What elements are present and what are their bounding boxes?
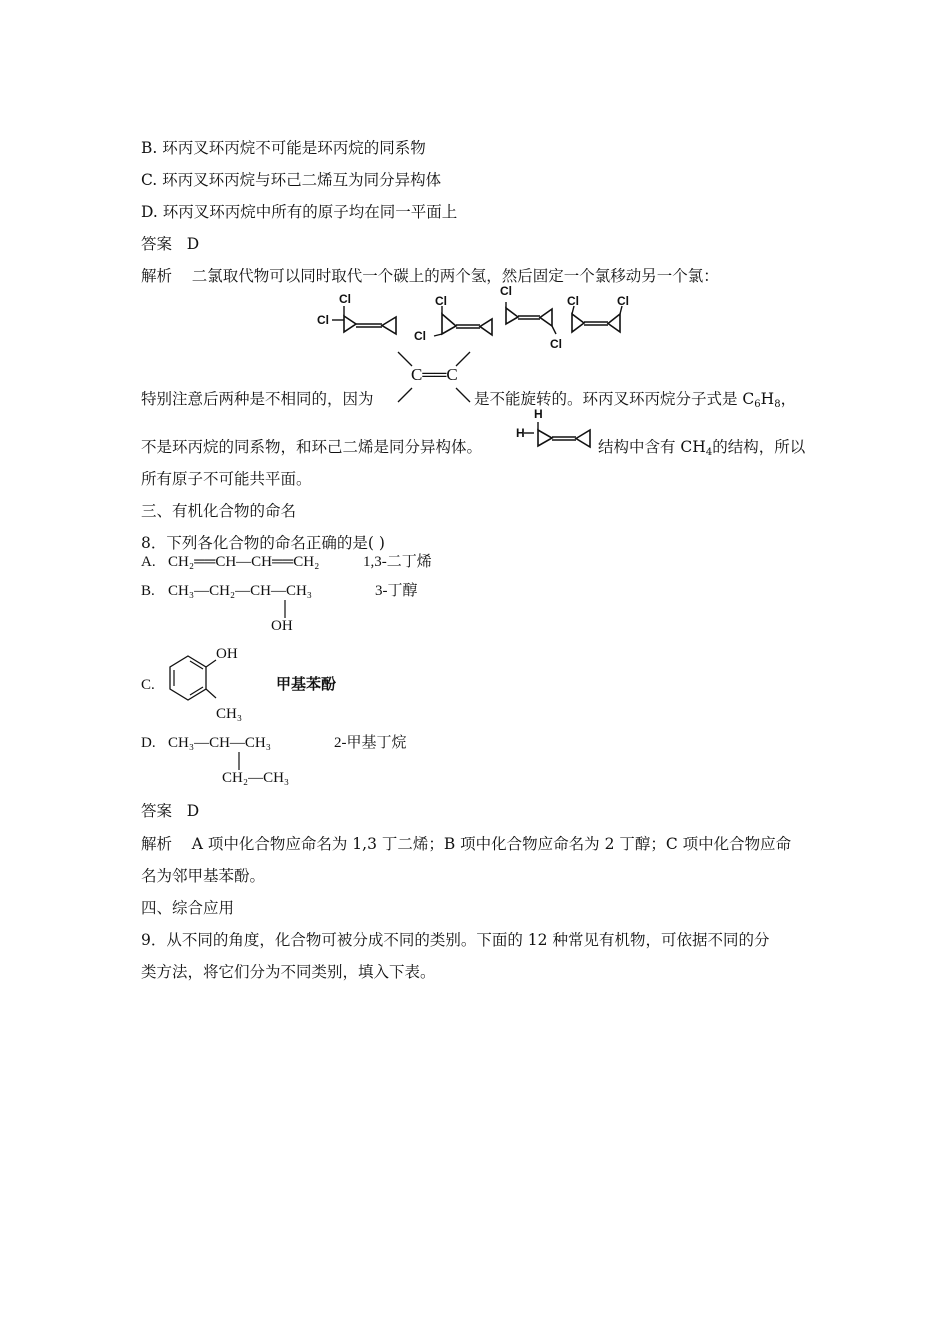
option-d-label: D. [141,735,156,751]
option-d: D. 环丙叉环丙烷中所有的原子均在同一平面上 [141,203,458,221]
analysis-text: 是不能旋转的。环丙叉环丙烷分子式是 C [474,390,755,408]
option-c-ch3: CH₃ [216,706,243,722]
analysis-text: 不是环丙烷的同系物，和环己二烯是同分异构体。 [141,438,483,456]
option-b-label: B. [141,583,155,599]
cl-label: Cl [317,313,329,327]
punct: ， [780,390,797,408]
option-b: B. 环丙叉环丙烷不可能是环丙烷的同系物 [141,139,426,157]
cl-label: Cl [339,292,351,306]
structure-1-diagram [318,292,408,342]
option-b-name: 3-丁醇 [375,583,418,599]
option-a-label: A. [141,554,156,570]
h-label: H [516,426,525,440]
analysis-line-1b [474,389,796,409]
option-a-formula: CH₂══CH—CH══CH₂ [168,554,320,570]
structure-2-diagram [420,292,510,342]
subscript: 8 [774,399,781,410]
option-b-formula: CH₃—CH₂—CH—CH₃ [168,583,313,599]
h-structure-diagram [516,407,596,450]
answer-value: D [186,802,200,820]
analysis-line-3: 所有原子不可能共平面。 [141,470,312,488]
answer-label: 答案 [141,235,173,253]
cc-double-bond-label: C══C [411,365,458,384]
subscript: 4 [705,447,713,458]
cl-label: Cl [550,337,562,351]
section-3-title: 三、有机化合物的命名 [141,502,297,520]
answer-row-q7 [141,234,199,254]
option-a-name: 1,3-二丁烯 [363,554,432,570]
answer-label: 答案 [141,802,173,820]
q8-analysis-line-1 [141,834,791,854]
answer-value: D [186,235,200,253]
question-9-line-2: 类方法，将它们分为不同类别，填入下表。 [141,963,436,981]
answer-row-q8 [141,801,199,821]
formula-h: H [760,390,775,408]
q8-analysis-line-2: 名为邻甲基苯酚。 [141,867,266,885]
option-b-oh: OH [271,618,293,634]
question-8-stem: 8．下列各化合物的命名正确的是( ) [141,534,385,552]
analysis-text: 结构中含有 CH [598,438,706,456]
option-d-name: 2-甲基丁烷 [334,735,407,751]
analysis-label: 解析 [141,835,173,853]
analysis-line-1 [141,389,374,409]
section-4-title: 四、综合应用 [141,899,235,917]
h-label: H [534,407,543,421]
analysis-intro-row [141,266,719,286]
option-c-name: 甲基苯酚 [276,675,337,693]
option-d-formula: CH₃—CH—CH₃ [168,735,271,751]
cl-label: Cl [617,294,629,308]
option-c-label: C. [141,677,155,693]
benzene-ring-diagram [162,652,222,712]
option-d-branch: CH₂—CH₃ [222,770,290,786]
cl-label: Cl [567,294,579,308]
analysis-intro: 二氯取代物可以同时取代一个碳上的两个氢，然后固定一个氯移动另一个氯： [191,267,719,285]
analysis-label: 解析 [141,267,173,285]
cl-label: Cl [414,329,426,343]
option-c: C. 环丙叉环丙烷与环己二烯互为同分异构体 [141,171,442,189]
option-c-oh: OH [216,646,238,662]
cl-label: Cl [500,284,512,298]
analysis-text: 特别注意后两种是不相同的，因为 [141,390,374,408]
cl-label: Cl [435,294,447,308]
analysis-text: 的结构，所以 [712,438,806,456]
analysis-line-2b [598,437,805,457]
question-9-line-1: 9．从不同的角度，化合物可被分成不同的类别。下面的 12 种常见有机物，可依据不同的分 [141,931,770,949]
analysis-text: A 项中化合物应命名为 1,3 丁二烯；B 项中化合物应命名为 2 丁醇；C 项中化合物应命 [191,835,792,853]
subscript: 6 [754,399,761,410]
analysis-line-2 [141,437,482,457]
